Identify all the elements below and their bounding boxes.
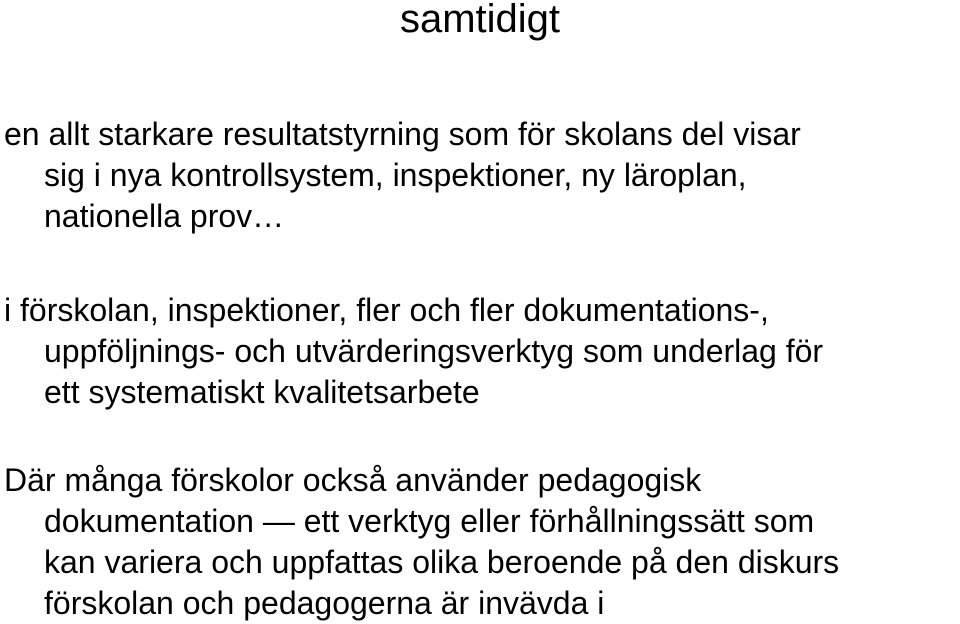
paragraph-line: förskolan och pedagogerna är invävda i xyxy=(44,585,605,621)
paragraph-line: nationella prov… xyxy=(44,198,285,234)
paragraph-line: en allt starkare resultatstyrning som för skolans del visar xyxy=(4,116,801,152)
paragraph-line: i förskolan, inspektioner, fler och fler dokumentations-, xyxy=(4,292,769,328)
paragraph-line: sig i nya kontrollsystem, inspektioner, ny läroplan, xyxy=(44,157,747,193)
paragraph-forskolan xyxy=(0,290,960,413)
paragraph-resultatstyrning xyxy=(0,114,960,237)
paragraph-pedagogisk-dokumentation xyxy=(0,460,960,624)
paragraph-line: dokumentation — ett verktyg eller förhållningssätt som xyxy=(44,503,815,539)
slide-title: samtidigt xyxy=(399,0,561,41)
paragraph-line: uppföljnings- och utvärderingsverktyg som underlag för xyxy=(44,333,824,369)
paragraph-line: kan variera och uppfattas olika beroende på den diskurs xyxy=(44,544,840,580)
paragraph-line: ett systematiskt kvalitetsarbete xyxy=(44,374,480,410)
paragraph-line: Där många förskolor också använder pedagogisk xyxy=(4,462,702,498)
